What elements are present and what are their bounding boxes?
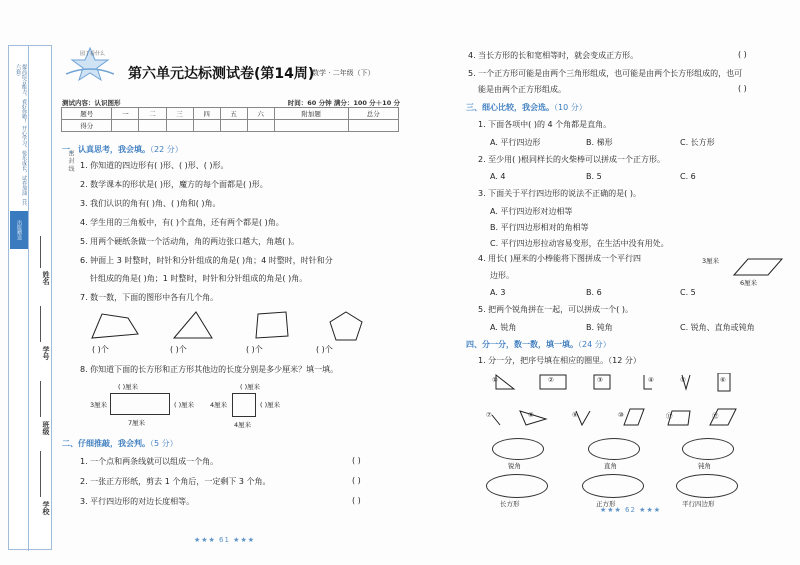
score-cell[interactable] xyxy=(139,120,166,132)
square-left-label: 4厘米 xyxy=(210,401,228,409)
judge-3: 3. 平行四边形的对边长度相等。 xyxy=(80,497,195,506)
triangle-shape xyxy=(174,312,212,338)
score-header: 三 xyxy=(166,108,193,120)
square-figure xyxy=(232,393,256,417)
square-top-blank[interactable]: ( )厘米 xyxy=(240,383,261,391)
q7-blank-4[interactable]: ( )个 xyxy=(316,345,333,354)
number-line xyxy=(40,306,41,342)
choice-4-option-c[interactable]: C. 5 xyxy=(680,288,696,297)
choice-3-option-a[interactable]: A. 平行四边形对边相等 xyxy=(490,207,573,216)
time-score: 时间：60 分钟 满分：100 分＋10 分 xyxy=(287,99,400,107)
shape-number: ⑨ xyxy=(572,411,578,419)
question-1-5: 5. 用两个硬纸条做一个活动角，角的两边张口越大，角越( )。 xyxy=(80,237,299,246)
score-header: 总分 xyxy=(348,108,398,120)
rect-bottom-label: 7厘米 xyxy=(128,419,146,427)
judge-2-answer[interactable]: ( ) xyxy=(352,476,361,485)
choice-3: 3. 下面关于平行四边形的说法不正确的是( )。 xyxy=(478,189,641,198)
shape-number: ④ xyxy=(648,376,654,384)
judge-1-answer[interactable]: ( ) xyxy=(352,456,361,465)
question-1-8: 8. 你知道下面的长方形和正方形其他边的长度分别是多少厘米？填一填。 xyxy=(80,365,339,374)
judge-1: 1. 一个点和两条线就可以组成一个角。 xyxy=(80,457,219,466)
choice-4b: 边形。 xyxy=(490,271,514,280)
choice-4-option-a[interactable]: A. 3 xyxy=(490,288,506,297)
judge-5b: 能是由两个正方形组成。 xyxy=(478,85,566,94)
group-rectangle-circle[interactable] xyxy=(486,474,548,498)
question-1-3: 3. 我们认识的角有( )角、( )角和( )角。 xyxy=(80,199,221,208)
shape-number: ⑤ xyxy=(680,376,686,384)
number-label: 学号 xyxy=(42,346,50,360)
school-label: 学校 xyxy=(42,501,50,515)
group-label-obtuse: 钝角 xyxy=(698,462,711,470)
shape-number: ② xyxy=(548,376,554,384)
group-label-rectangle: 长方形 xyxy=(500,500,520,508)
angle-shapes-figure xyxy=(88,308,378,344)
choice-5-option-b[interactable]: B. 钝角 xyxy=(586,323,613,332)
choice-2-option-a[interactable]: A. 4 xyxy=(490,172,506,181)
question-1-4: 4. 学生用的三角板中，有( )个直角，还有两个都是( )角。 xyxy=(80,218,284,227)
judge-5-answer[interactable]: ( ) xyxy=(738,84,747,93)
group-square-circle[interactable] xyxy=(582,474,644,498)
question-1-6a: 6. 钟面上 3 时整时，时针和分针组成的角是( )角；4 时整时，时针和分 xyxy=(80,256,333,265)
choice-1-option-b[interactable]: B. 梯形 xyxy=(586,138,613,147)
choice-3-option-c[interactable]: C. 平行四边形拉动容易变形，在生活中没有用处。 xyxy=(490,239,669,248)
irregular-shape xyxy=(256,312,288,338)
parallelogram-side-label: 3厘米 xyxy=(702,257,720,265)
shape-number: ③ xyxy=(597,376,603,384)
shape-number: ① xyxy=(492,376,498,384)
score-table xyxy=(61,107,399,132)
group-right-circle[interactable] xyxy=(588,438,640,460)
school-line xyxy=(40,451,41,497)
score-value-row xyxy=(62,120,399,132)
choice-5-option-a[interactable]: A. 锐角 xyxy=(490,323,517,332)
group-acute-circle[interactable] xyxy=(492,438,544,460)
test-content: 测试内容：认识图形 xyxy=(62,99,121,107)
score-cell[interactable] xyxy=(112,120,139,132)
rect-top-blank[interactable]: ( )厘米 xyxy=(118,383,139,391)
shape-9 xyxy=(576,411,590,425)
group-obtuse-circle[interactable] xyxy=(682,438,734,460)
shape-number: ⑦ xyxy=(486,411,492,419)
brand-text: 园丁看什么 xyxy=(80,51,106,57)
group-label-acute: 锐角 xyxy=(508,462,521,470)
section-4-title: 四、分一分，数一数，填一填。（24 分） xyxy=(466,340,611,349)
judge-3-answer[interactable]: ( ) xyxy=(352,496,361,505)
parallelogram-figure xyxy=(720,255,784,279)
choice-3-option-b[interactable]: B. 平行四边形相对的角相等 xyxy=(490,223,589,232)
group-label-right: 直角 xyxy=(604,462,617,470)
score-header: 二 xyxy=(139,108,166,120)
shape-7 xyxy=(492,415,500,425)
shape-number: ⑪ xyxy=(666,412,673,420)
q7-blank-3[interactable]: ( )个 xyxy=(246,345,263,354)
strip-badge: 出版赠送 xyxy=(10,211,28,249)
question-1-7: 7. 数一数，下面的图形中各有几个角。 xyxy=(80,293,219,302)
shape-10 xyxy=(624,409,644,425)
choice-2-option-c[interactable]: C. 6 xyxy=(680,172,696,181)
pentagon-shape xyxy=(330,312,362,340)
q7-blank-1[interactable]: ( )个 xyxy=(92,345,109,354)
score-cell[interactable] xyxy=(348,120,398,132)
section-1-title: 一、认真思考，我会填。（22 分） xyxy=(62,145,183,154)
quad-shape xyxy=(92,314,138,338)
name-line xyxy=(40,236,41,268)
seal-line-text: 密 封 线 xyxy=(67,150,74,172)
shape-number: ⑩ xyxy=(618,411,624,419)
score-row-label: 得分 xyxy=(62,120,112,132)
judge-5a: 5. 一个正方形可能是由两个三角形组成，也可能是由两个长方形组成的，也可 xyxy=(468,69,743,78)
binding-strip xyxy=(8,45,52,550)
choice-4a: 4. 用长( )厘米的小棒能将下图拼成一个平行四 xyxy=(478,254,641,263)
choice-2-option-b[interactable]: B. 5 xyxy=(586,172,602,181)
judge-4-answer[interactable]: ( ) xyxy=(738,50,747,59)
square-bottom-label: 4厘米 xyxy=(234,421,252,429)
strip-tips: 提高综合能力，看好你哟！ 开心学习，快乐成长，试卷加油（共六套） xyxy=(15,64,27,206)
meta-row xyxy=(62,98,400,107)
page-number-right: ★★★ 62 ★★★ xyxy=(600,506,662,514)
page-title: 第六单元达标测试卷(第14周) xyxy=(128,66,315,82)
shape-number: ⑥ xyxy=(720,376,726,384)
score-header: 题号 xyxy=(62,108,112,120)
shape-1 xyxy=(496,375,514,389)
score-cell[interactable] xyxy=(274,120,348,132)
group-parallelogram-circle[interactable] xyxy=(676,474,738,498)
q7-blank-2[interactable]: ( )个 xyxy=(170,345,187,354)
score-header: 一 xyxy=(112,108,139,120)
choice-1-option-a[interactable]: A. 平行四边形 xyxy=(490,138,541,147)
question-1-6b: 针组成的角是( )角；1 时整时，时针和分针组成的角是( )角。 xyxy=(90,274,308,283)
section-2-title: 二、仔细推敲，我会判。（5 分） xyxy=(62,439,178,448)
choice-2: 2. 至少用( )根同样长的火柴棒可以拼成一个正方形。 xyxy=(478,155,665,164)
score-header: 五 xyxy=(220,108,247,120)
page-number-left: ★★★ 61 ★★★ xyxy=(194,536,256,544)
score-cell[interactable] xyxy=(220,120,247,132)
section-3-title: 三、细心比较，我会选。（10 分） xyxy=(466,103,587,112)
choice-1: 1. 下面各项中( )的 4 个角都是直角。 xyxy=(478,120,612,129)
score-cell[interactable] xyxy=(247,120,274,132)
judge-2: 2. 一张正方形纸，剪去 1 个角后，一定剩下 3 个角。 xyxy=(80,477,271,486)
choice-4-option-b[interactable]: B. 6 xyxy=(586,288,602,297)
shape-set-figure xyxy=(484,373,774,435)
rect-right-blank[interactable]: ( )厘米 xyxy=(174,401,195,409)
shape-number: ⑫ xyxy=(712,412,719,420)
group-label-parallelogram: 平行四边形 xyxy=(682,500,715,508)
score-header: 附加题 xyxy=(274,108,348,120)
question-1-1: 1. 你知道的四边形有( )形、( )形、( )形。 xyxy=(80,161,229,170)
name-label: 姓名 xyxy=(42,271,50,285)
class-line xyxy=(40,381,41,417)
class-label: 班级 xyxy=(42,421,50,435)
group-label-square: 正方形 xyxy=(596,500,616,508)
fill-1: 1. 分一分，把序号填在相应的圈里。（12 分） xyxy=(478,356,641,365)
rect-left-label: 3厘米 xyxy=(90,401,108,409)
score-header: 四 xyxy=(193,108,220,120)
rectangle-figure xyxy=(110,393,170,415)
grade-label: 数学 · 二年级（下） xyxy=(312,69,375,77)
choice-5: 5. 把两个锐角拼在一起，可以拼成一个( )。 xyxy=(478,305,633,314)
score-header: 六 xyxy=(247,108,274,120)
question-1-2: 2. 数学课本的形状是( )形，魔方的每个面都是( )形。 xyxy=(80,180,268,189)
parallelogram-base-label: 6厘米 xyxy=(740,279,758,287)
score-header-row xyxy=(62,108,399,120)
choice-1-option-c[interactable]: C. 长方形 xyxy=(680,138,715,147)
choice-5-option-c[interactable]: C. 锐角、直角或钝角 xyxy=(680,323,755,332)
score-cell[interactable] xyxy=(166,120,193,132)
shape-number: ⑧ xyxy=(528,411,534,419)
score-cell[interactable] xyxy=(193,120,220,132)
judge-4: 4. 当长方形的长和宽相等时，就会变成正方形。 xyxy=(468,51,639,60)
square-right-blank[interactable]: ( )厘米 xyxy=(260,401,281,409)
